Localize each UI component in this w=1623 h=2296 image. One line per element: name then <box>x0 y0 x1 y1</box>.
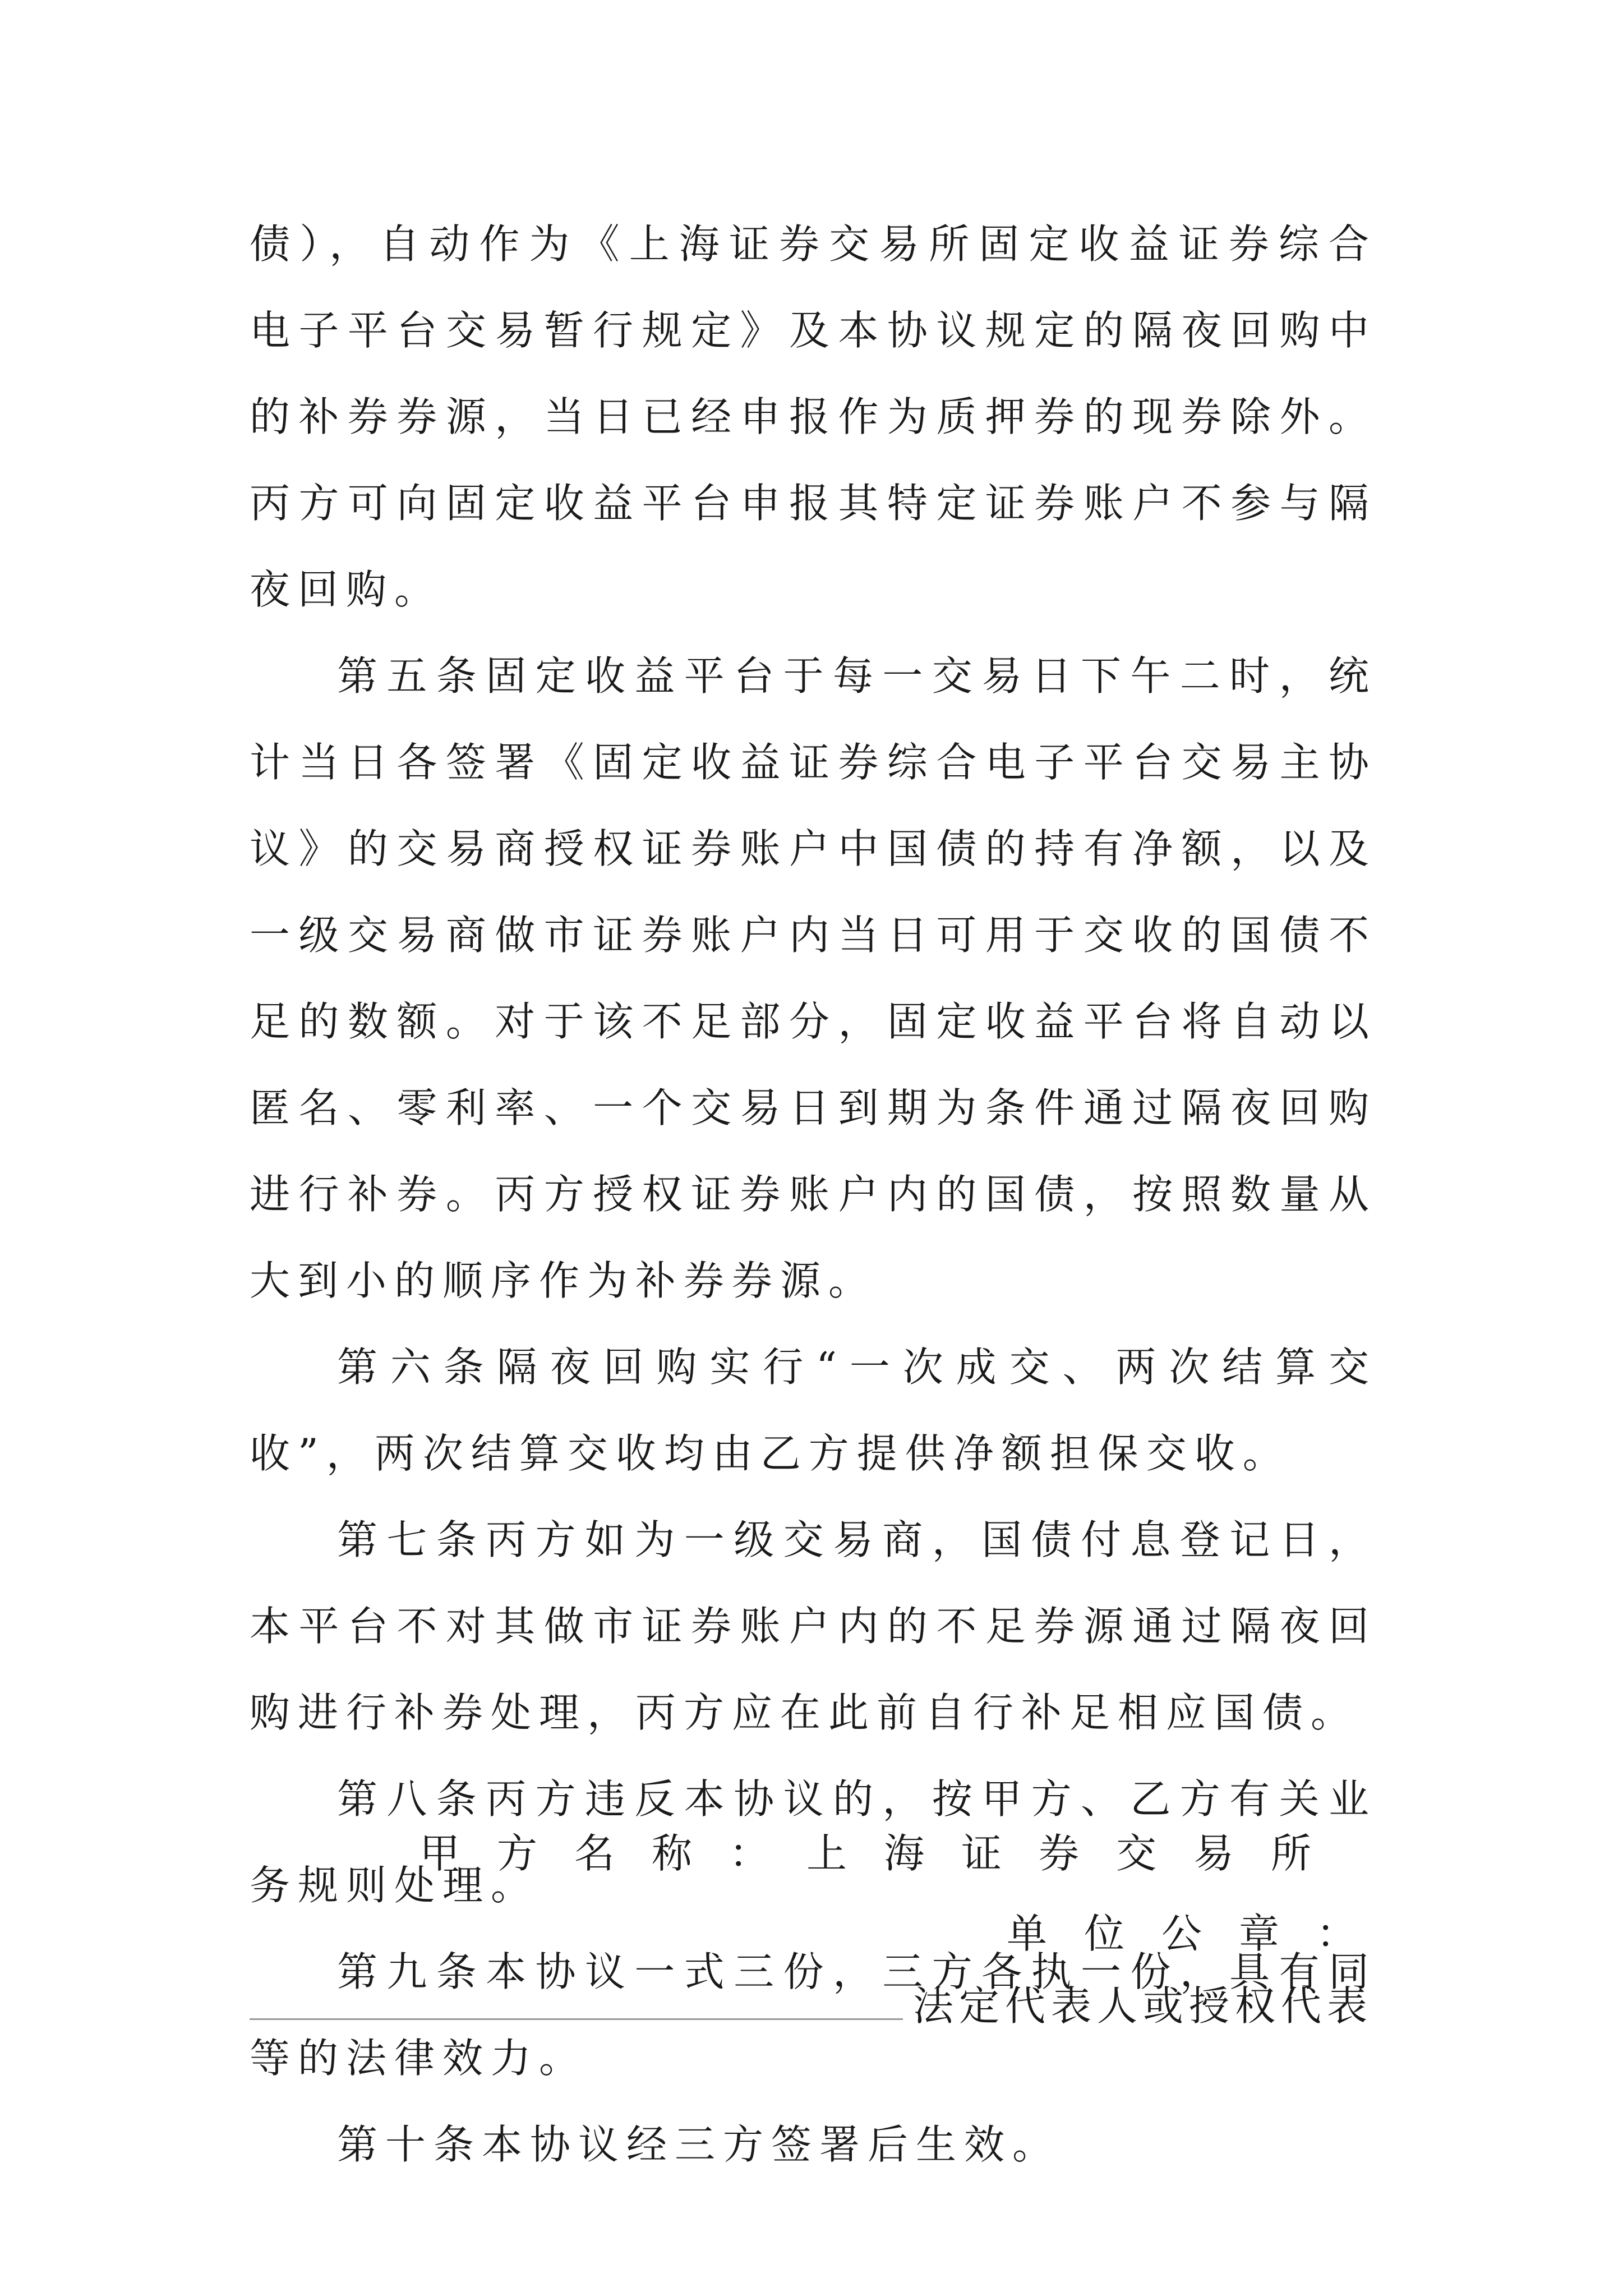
paragraph-article-8: 第八条丙方违反本协议的，按甲方、乙方有关业务规则处理。 <box>250 1775 1377 1909</box>
document-body <box>250 201 1377 2188</box>
company-seal-line: 单位公章： <box>1007 1910 1394 1957</box>
paragraph-article-10: 第十条本协议经三方签署后生效。 <box>337 2121 1061 2168</box>
paragraph-article-7: 第七条丙方如为一级交易商，国债付息登记日，本平台不对其做市证券账户内的不足券源通过隔夜回购进行补券处理，丙方应在此前自行补足相应国债。 <box>250 1516 1377 1736</box>
paragraph-article-5: 第五条固定收益平台于每一交易日下午二时，统计当日各签署《固定收益证券综合电子平台交易主协议》的交易商授权证券账户中国债的持有净额，以及一级交易商做市证券账户内当日可用于交收的国债不足的数额。对于该不足部分，固定收益平台将自动以匿名、零利率、一个交易日到期为条件通过隔夜回购进行补券。丙方授权证券账户内的国债，按照数量从大到小的顺序作为补券券源。 <box>250 652 1377 1304</box>
paragraph-article-9: 第九条本协议一式三份，三方各执一份，具有同等的法律效力。 <box>250 1948 1377 2082</box>
party-a-name-line: 甲方名称：上海证券交易所 <box>419 1830 1349 1877</box>
signature-blank-line <box>250 2018 903 2020</box>
paragraph-article-6: 第六条隔夜回购实行“一次成交、两次结算交收”，两次结算交收均由乙方提供净额担保交收。 <box>250 1343 1377 1477</box>
paragraph-continuation: 债），自动作为《上海证券交易所固定收益证券综合电子平台交易暂行规定》及本协议规定的隔夜回购中的补券券源，当日已经申报作为质押券的现券除外。丙方可向固定收益平台申报其特定证券账户不参与隔夜回购。 <box>250 220 1377 613</box>
legal-representative-line: 法定代表人或授权代表 <box>913 1982 1373 2030</box>
